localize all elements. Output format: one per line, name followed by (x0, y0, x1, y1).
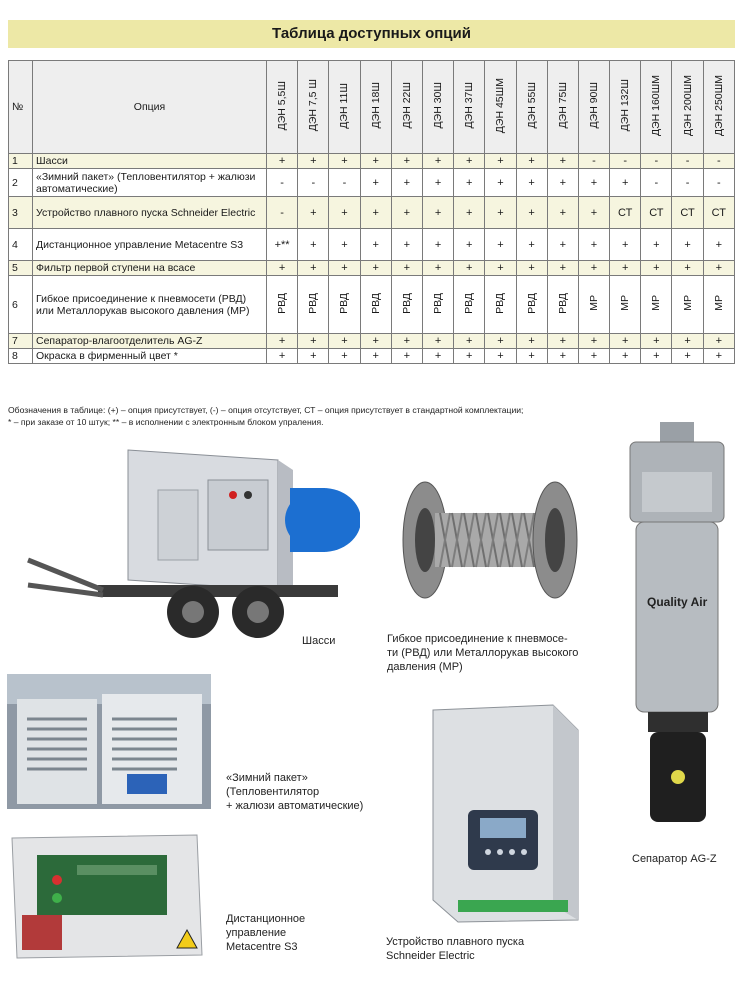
model-label: ДЭН 22Ш (400, 82, 413, 129)
option-cell: + (391, 169, 422, 197)
model-label: ДЭН 200ШМ (681, 74, 694, 137)
option-cell: + (516, 349, 547, 364)
option-cell: - (703, 169, 734, 197)
option-cell: + (391, 197, 422, 229)
page-title: Таблица доступных опций (8, 20, 735, 48)
option-cell-value: РВД (556, 292, 569, 314)
winter-caption-line-2: (Тепловентилятор (226, 786, 320, 798)
table-row (9, 229, 735, 261)
option-cell: + (360, 154, 391, 169)
option-cell: + (578, 229, 609, 261)
options-table (8, 60, 735, 364)
option-cell: + (391, 334, 422, 349)
model-header (422, 61, 453, 154)
row-option: Окраска в фирменный цвет * (33, 349, 267, 364)
option-cell: + (578, 334, 609, 349)
option-cell (641, 276, 672, 334)
option-cell: + (329, 154, 360, 169)
option-cell-value: РВД (369, 292, 382, 314)
option-cell (485, 276, 516, 334)
option-cell: + (485, 169, 516, 197)
model-header (547, 61, 578, 154)
option-cell: + (703, 261, 734, 276)
option-cell: + (360, 261, 391, 276)
remote-caption-line-1: Дистанционное (226, 913, 306, 925)
option-cell: + (391, 261, 422, 276)
option-cell: + (329, 334, 360, 349)
model-label: ДЭН 11Ш (338, 82, 351, 129)
option-cell (298, 276, 329, 334)
option-cell: + (422, 229, 453, 261)
option-cell: - (641, 169, 672, 197)
option-cell: + (329, 197, 360, 229)
option-cell: + (298, 197, 329, 229)
model-header (578, 61, 609, 154)
remote-caption-line-3: Metacentre S3 (226, 941, 298, 953)
option-cell: - (703, 154, 734, 169)
option-cell (578, 276, 609, 334)
model-header (267, 61, 298, 154)
option-cell: СТ (672, 197, 703, 229)
row-number: 2 (9, 169, 33, 197)
option-cell-value: РВД (494, 292, 507, 314)
option-cell: + (454, 349, 485, 364)
option-cell: + (703, 349, 734, 364)
option-cell: + (485, 197, 516, 229)
option-cell: + (454, 169, 485, 197)
option-header: Опция (33, 61, 267, 154)
table-row (9, 197, 735, 229)
option-cell: + (360, 169, 391, 197)
option-cell: + (422, 154, 453, 169)
model-label: ДЭН 37Ш (463, 82, 476, 129)
option-cell-value: РВД (525, 292, 538, 314)
option-cell: + (485, 154, 516, 169)
winter-package-caption (226, 771, 363, 813)
option-cell: + (610, 349, 641, 364)
option-cell: + (391, 349, 422, 364)
row-option: Сепаратор-влагоотделитель AG-Z (33, 334, 267, 349)
option-cell-value: МР (712, 295, 725, 311)
option-cell: + (298, 154, 329, 169)
winter-caption-line-1: «Зимний пакет» (226, 772, 308, 784)
model-header (485, 61, 516, 154)
notes-line-1: Обозначения в таблице: (+) – опция присутствует, (-) – опция отсутствует, СТ – опция присутствует в стандартной комплектации; (8, 405, 524, 415)
option-cell-value: РВД (463, 292, 476, 314)
row-number: 7 (9, 334, 33, 349)
row-number: 4 (9, 229, 33, 261)
model-label: ДЭН 75Ш (556, 82, 569, 129)
quality-air-logo: Quality Air (647, 595, 708, 609)
option-cell (547, 276, 578, 334)
option-cell: + (391, 154, 422, 169)
model-header (703, 61, 734, 154)
option-cell: + (547, 197, 578, 229)
option-cell-value: МР (681, 295, 694, 311)
option-cell-value: РВД (276, 292, 289, 314)
option-cell: + (360, 229, 391, 261)
option-cell: + (329, 229, 360, 261)
option-cell: + (547, 154, 578, 169)
chassis-caption: Шасси (302, 635, 336, 647)
flex-hose-caption (387, 632, 578, 674)
row-option: Устройство плавного пуска Schneider Electric (33, 197, 267, 229)
row-option: «Зимний пакет» (Тепловентилятор + жалюзи автоматические) (33, 169, 267, 197)
option-cell: + (578, 349, 609, 364)
model-label: ДЭН 18Ш (369, 82, 382, 129)
option-cell: + (454, 197, 485, 229)
option-cell: + (641, 349, 672, 364)
num-header: № (9, 61, 33, 154)
model-label: ДЭН 250ШМ (712, 74, 725, 137)
option-cell: + (267, 261, 298, 276)
soft-starter-caption (386, 935, 524, 963)
model-header (516, 61, 547, 154)
option-cell: + (454, 229, 485, 261)
separator-photo (622, 422, 732, 842)
option-cell: + (298, 229, 329, 261)
model-header (641, 61, 672, 154)
option-cell: + (547, 229, 578, 261)
model-label: ДЭН 7,5 Ш (307, 79, 320, 132)
option-cell: СТ (610, 197, 641, 229)
model-header (454, 61, 485, 154)
flex-hose-caption-line-2: ти (РВД) или Металлорукав высокого (387, 647, 579, 659)
option-cell-value: МР (619, 295, 632, 311)
option-cell: + (516, 334, 547, 349)
option-cell: + (454, 154, 485, 169)
option-cell: + (422, 334, 453, 349)
option-cell: + (360, 197, 391, 229)
option-cell: + (360, 334, 391, 349)
option-cell: + (422, 169, 453, 197)
flex-hose-caption-line-1: Гибкое присоединение к пневмосе- (387, 633, 568, 645)
option-cell: + (547, 349, 578, 364)
row-option: Шасси (33, 154, 267, 169)
option-cell: + (298, 334, 329, 349)
remote-caption-line-2: управление (226, 927, 287, 939)
option-cell: + (485, 334, 516, 349)
option-cell: - (578, 154, 609, 169)
option-cell: + (578, 169, 609, 197)
option-cell: + (578, 261, 609, 276)
option-cell (610, 276, 641, 334)
model-header (672, 61, 703, 154)
option-cell: + (547, 261, 578, 276)
option-cell: + (485, 349, 516, 364)
option-cell: + (610, 334, 641, 349)
table-row (9, 334, 735, 349)
winter-caption-line-3: + жалюзи автоматические) (226, 800, 364, 812)
option-cell: + (547, 334, 578, 349)
option-cell: + (547, 169, 578, 197)
option-cell (422, 276, 453, 334)
option-cell: + (672, 261, 703, 276)
flex-hose-photo (390, 475, 590, 605)
option-cell: + (391, 229, 422, 261)
row-number: 3 (9, 197, 33, 229)
option-cell (360, 276, 391, 334)
option-cell: + (329, 349, 360, 364)
option-cell: - (267, 169, 298, 197)
option-cell: СТ (641, 197, 672, 229)
row-number: 5 (9, 261, 33, 276)
option-cell: - (329, 169, 360, 197)
option-cell: + (578, 197, 609, 229)
option-cell: + (485, 229, 516, 261)
option-cell: +** (267, 229, 298, 261)
option-cell: СТ (703, 197, 734, 229)
option-cell: + (422, 349, 453, 364)
option-cell: + (703, 334, 734, 349)
remote-control-photo (7, 830, 211, 962)
row-option: Фильтр первой ступени на всасе (33, 261, 267, 276)
option-cell (672, 276, 703, 334)
option-cell: + (267, 334, 298, 349)
model-label: ДЭН 160ШМ (650, 74, 663, 137)
option-cell: - (298, 169, 329, 197)
option-cell-value: РВД (400, 292, 413, 314)
option-cell: - (672, 169, 703, 197)
option-cell-value: РВД (338, 292, 351, 314)
option-cell: + (641, 261, 672, 276)
soft-starter-caption-line-2: Schneider Electric (386, 950, 475, 962)
option-cell: + (516, 169, 547, 197)
model-header (360, 61, 391, 154)
option-cell: - (267, 197, 298, 229)
option-cell: + (672, 229, 703, 261)
model-header (610, 61, 641, 154)
option-cell (267, 276, 298, 334)
option-cell-value: МР (650, 295, 663, 311)
remote-control-caption (226, 912, 305, 954)
option-cell: + (610, 229, 641, 261)
model-label: ДЭН 45ШМ (494, 77, 507, 134)
option-cell: + (672, 349, 703, 364)
model-label: ДЭН 30Ш (432, 82, 445, 129)
option-cell: + (516, 261, 547, 276)
option-cell: + (610, 261, 641, 276)
option-cell: + (422, 197, 453, 229)
option-cell: + (703, 229, 734, 261)
separator-caption: Сепаратор AG-Z (632, 853, 717, 865)
row-option: Дистанционное управление Metacentre S3 (33, 229, 267, 261)
row-number: 1 (9, 154, 33, 169)
option-cell (329, 276, 360, 334)
row-number: 8 (9, 349, 33, 364)
option-cell: + (267, 349, 298, 364)
option-cell: + (672, 334, 703, 349)
row-number: 6 (9, 276, 33, 334)
option-cell-value: МР (587, 295, 600, 311)
option-cell: + (298, 349, 329, 364)
model-label: ДЭН 132Ш (619, 79, 632, 132)
flex-hose-caption-line-3: давления (МР) (387, 661, 463, 673)
table-row (9, 349, 735, 364)
model-header (329, 61, 360, 154)
table-row (9, 276, 735, 334)
option-cell: + (516, 229, 547, 261)
model-label: ДЭН 55Ш (525, 82, 538, 129)
notes-line-2: * – при заказе от 10 штук; ** – в исполнении с электронным блоком упраления. (8, 417, 324, 427)
option-cell: - (641, 154, 672, 169)
option-cell: - (610, 154, 641, 169)
option-cell-value: РВД (307, 292, 320, 314)
option-cell: + (454, 334, 485, 349)
option-cell: + (422, 261, 453, 276)
option-cell (516, 276, 547, 334)
option-cell: + (516, 197, 547, 229)
option-cell: + (298, 261, 329, 276)
option-cell: + (267, 154, 298, 169)
soft-starter-photo (428, 700, 588, 925)
model-header (391, 61, 422, 154)
option-cell: + (485, 261, 516, 276)
option-cell: - (672, 154, 703, 169)
model-label: ДЭН 90Ш (587, 82, 600, 129)
option-cell: + (610, 169, 641, 197)
option-cell: + (360, 349, 391, 364)
table-row (9, 261, 735, 276)
model-label: ДЭН 5,5Ш (276, 80, 289, 131)
table-header-row (9, 61, 735, 154)
option-cell: + (641, 229, 672, 261)
table-row (9, 169, 735, 197)
winter-package-photo (7, 674, 211, 809)
table-row (9, 154, 735, 169)
option-cell (391, 276, 422, 334)
option-cell: + (454, 261, 485, 276)
option-cell: + (329, 261, 360, 276)
row-option: Гибкое присоединение к пневмосети (РВД) или Металлорукав высокого давления (МР) (33, 276, 267, 334)
model-header (298, 61, 329, 154)
soft-starter-caption-line-1: Устройство плавного пуска (386, 936, 525, 948)
option-cell: + (641, 334, 672, 349)
option-cell (454, 276, 485, 334)
option-cell-value: РВД (432, 292, 445, 314)
option-cell (703, 276, 734, 334)
chassis-photo (8, 440, 360, 650)
option-cell: + (516, 154, 547, 169)
